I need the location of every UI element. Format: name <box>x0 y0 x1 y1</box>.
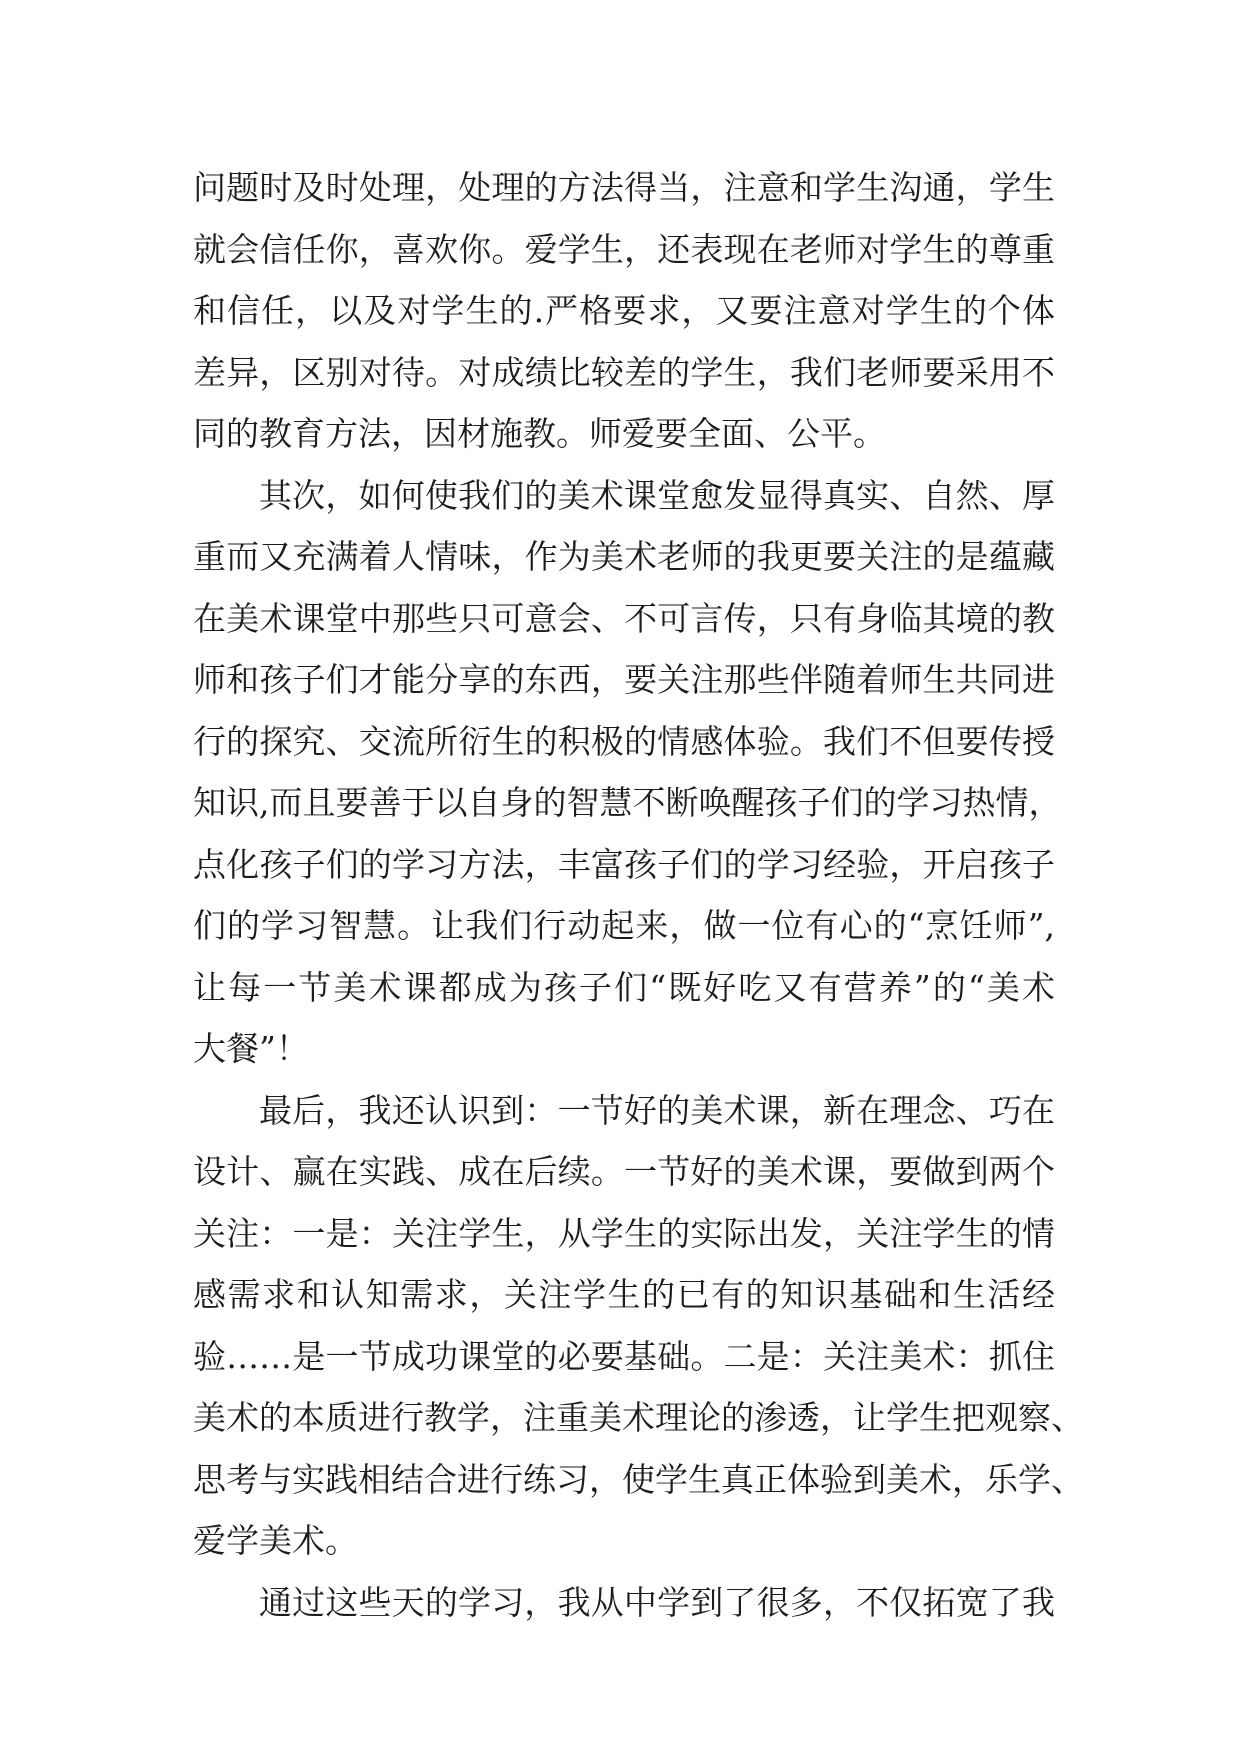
text-line: 感需求和认知需求，关注学生的已有的知识基础和生活经 <box>193 1275 1055 1314</box>
text-line: 行的探究、交流所衍生的积极的情感体验。我们不但要传授 <box>193 721 1055 761</box>
text-line: 知识,而且要善于以自身的智慧不断唤醒孩子们的学习热情， <box>193 783 1062 822</box>
text-line: 大餐”！ <box>193 1029 309 1068</box>
text-line: 让每一节美术课都成为孩子们“既好吃又有营养”的“美术 <box>193 967 1055 1007</box>
text-line: 同的教育方法，因材施教。师爱要全面、公平。 <box>193 414 886 453</box>
text-line: 验……是一节成功课堂的必要基础。二是：关注美术：抓住 <box>193 1336 1055 1376</box>
document-body <box>193 157 1084 1633</box>
text-line: 爱学美术。 <box>193 1521 358 1560</box>
text-line: 通过这些天的学习，我从中学到了很多，不仅拓宽了我 <box>259 1582 1055 1622</box>
text-line: 问题时及时处理，处理的方法得当，注意和学生沟通，学生 <box>193 168 1055 207</box>
text-line: 就会信任你，喜欢你。爱学生，还表现在老师对学生的尊重 <box>193 229 1055 269</box>
text-line: 们的学习智慧。让我们行动起来，做一位有心的“烹饪师”, <box>193 906 1055 945</box>
paragraph <box>193 157 1055 465</box>
text-line: 其次，如何使我们的美术课堂愈发显得真实、自然、厚 <box>259 475 1055 515</box>
text-line: 和信任，以及对学生的.严格要求，又要注意对学生的个体 <box>193 291 1055 330</box>
text-line: 点化孩子们的学习方法，丰富孩子们的学习经验，开启孩子 <box>193 844 1055 884</box>
text-line: 师和孩子们才能分享的东西，要关注那些伴随着师生共同进 <box>193 660 1055 699</box>
paragraph <box>193 1572 1055 1634</box>
paragraph <box>193 465 1062 1080</box>
text-line: 思考与实践相结合进行练习，使学生真正体验到美术，乐学、 <box>193 1459 1084 1499</box>
text-line: 美术的本质进行教学，注重美术理论的渗透，让学生把观察、 <box>193 1398 1084 1437</box>
text-line: 重而又充满着人情味，作为美术老师的我更要关注的是蕴藏 <box>193 537 1055 576</box>
text-line: 最后，我还认识到：一节好的美术课，新在理念、巧在 <box>259 1090 1055 1130</box>
text-line: 差异，区别对待。对成绩比较差的学生，我们老师要采用不 <box>193 352 1055 392</box>
text-line: 在美术课堂中那些只可意会、不可言传，只有身临其境的教 <box>193 598 1055 638</box>
text-line: 关注：一是：关注学生，从学生的实际出发，关注学生的情 <box>193 1213 1055 1253</box>
paragraph <box>193 1080 1084 1572</box>
text-line: 设计、赢在实践、成在后续。一节好的美术课，要做到两个 <box>193 1152 1055 1191</box>
